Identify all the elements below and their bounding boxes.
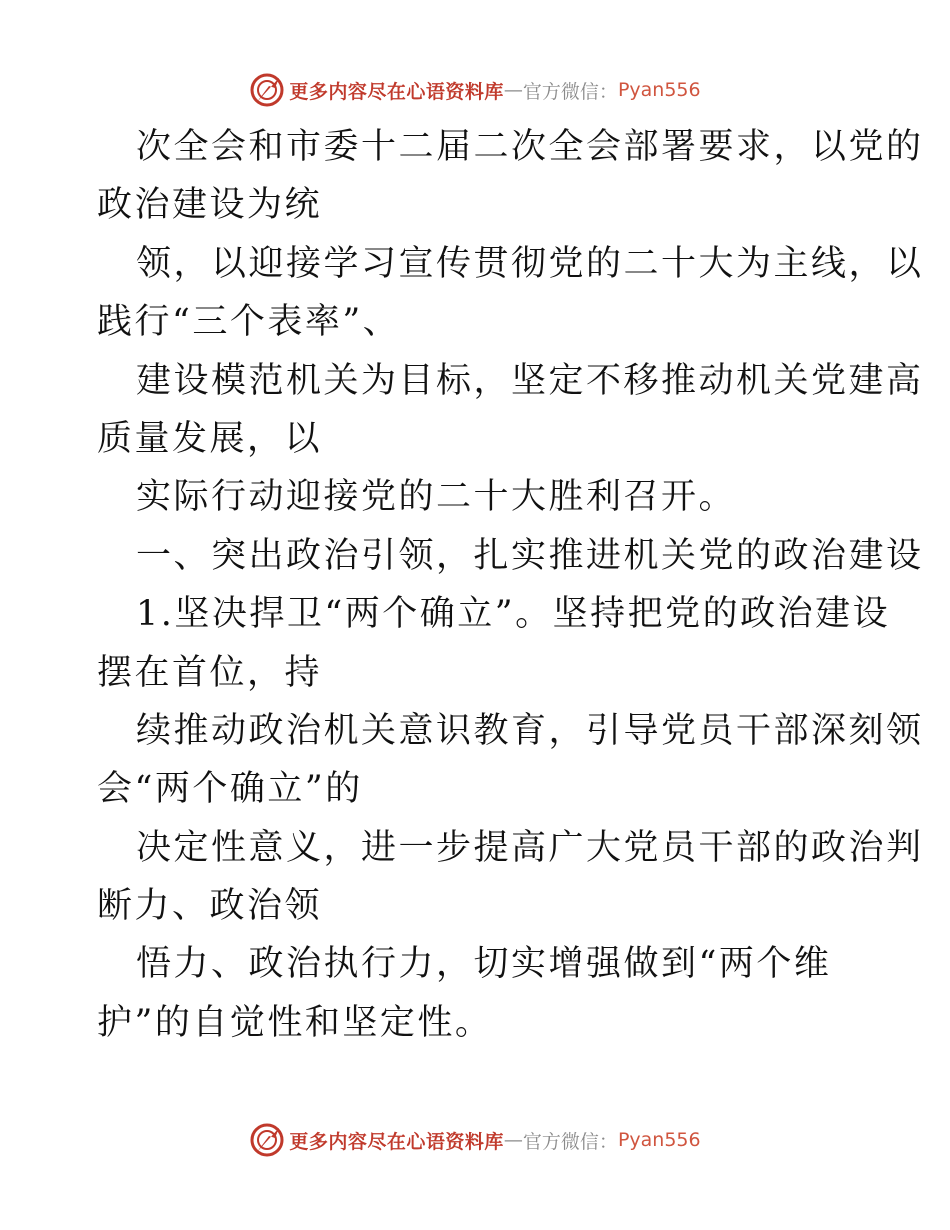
watermark-separator: —: [503, 79, 523, 101]
text-line: 实际行动迎接党的二十大胜利召开。: [136, 477, 737, 518]
watermark-main-text: 更多内容尽在心语资料库: [289, 80, 504, 103]
header-watermark: [0, 70, 950, 110]
text-line: 护”的自觉性和坚定性。: [97, 1002, 493, 1043]
text-line: 政治建设为统: [97, 185, 323, 226]
text-line: 悟力、政治执行力，切实增强做到“两个维: [136, 944, 832, 985]
text-line: 践行“三个表率”、: [97, 302, 401, 343]
watermark-main-text: 更多内容尽在心语资料库: [289, 1130, 504, 1153]
subsection-heading: 1.坚决捍卫“两个确立”。坚持把党的政治建设: [136, 594, 891, 635]
text-line: 会“两个确立”的: [97, 769, 363, 810]
watermark-wechat-id: Pyan556: [617, 1129, 701, 1151]
watermark-wechat-label: 官方微信：: [522, 1130, 618, 1153]
text-line: 决定性意义，进一步提高广大党员干部的政治判: [136, 827, 924, 868]
watermark-wechat-label: 官方微信：: [522, 80, 618, 103]
text-line: 次全会和市委十二届二次全会部署要求，以党的: [136, 127, 924, 167]
text-line: 断力、政治领: [97, 886, 323, 927]
text-line: 摆在首位，持: [97, 652, 323, 693]
section-heading: 一、突出政治引领，扎实推进机关党的政治建设: [136, 535, 924, 576]
document-body: [97, 118, 924, 1052]
text-line: 领，以迎接学习宣传贯彻党的二十大为主线，以: [136, 243, 924, 284]
text-line: 建设模范机关为目标，坚定不移推动机关党建高: [136, 360, 924, 401]
watermark-wechat-id: Pyan556: [617, 79, 701, 101]
footer-watermark: [0, 1120, 950, 1160]
text-line: 续推动政治机关意识教育，引导党员干部深刻领: [136, 710, 924, 751]
quill-pen-logo-icon: [249, 72, 285, 108]
quill-pen-logo-icon: [249, 1122, 285, 1158]
text-line: 质量发展，以: [97, 418, 323, 459]
watermark-separator: —: [503, 1129, 523, 1151]
